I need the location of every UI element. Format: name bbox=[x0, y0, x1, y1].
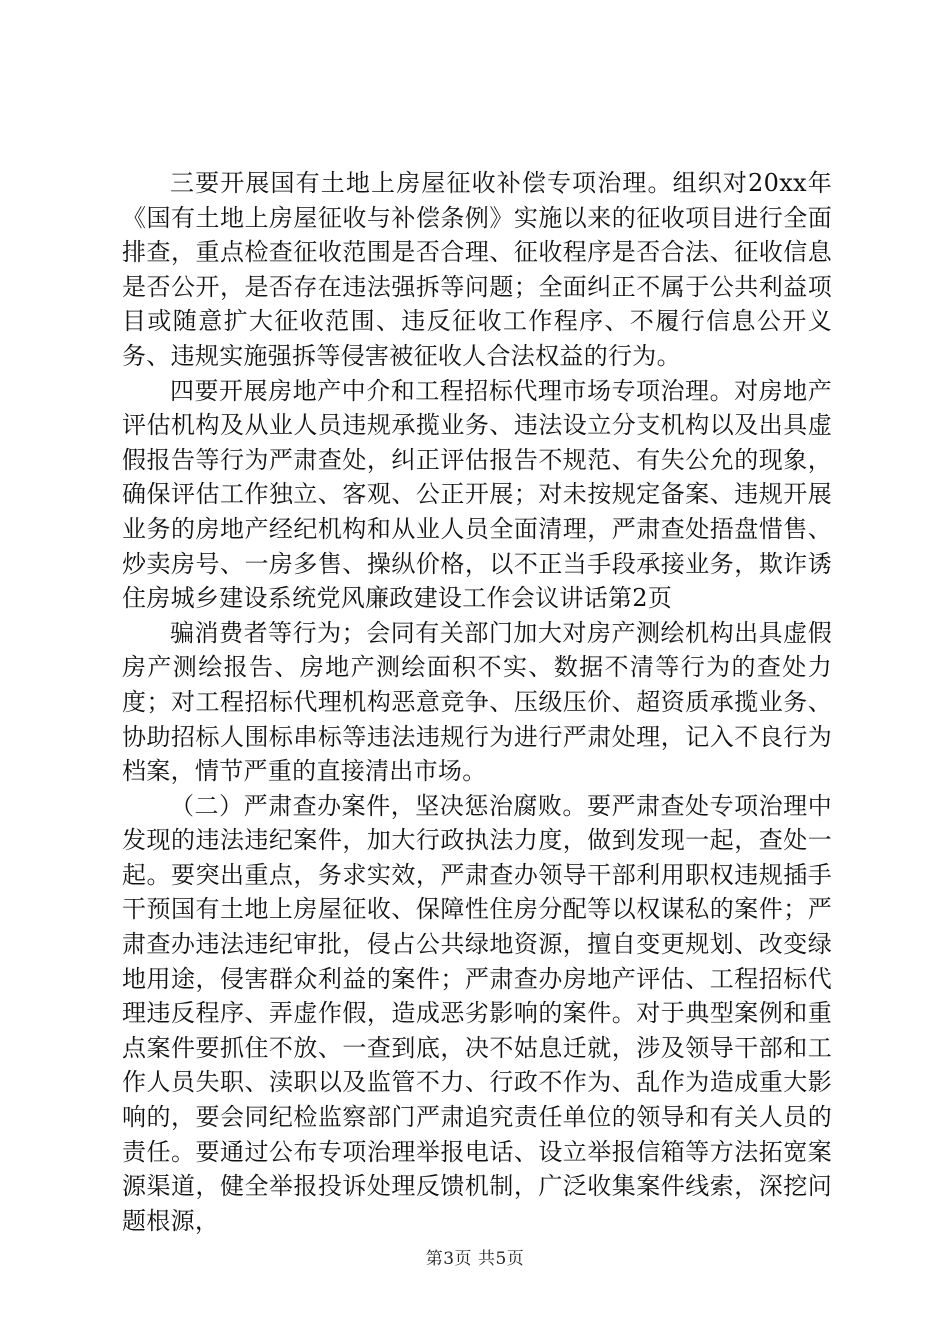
paragraph: 三要开展国有土地上房屋征收补偿专项治理。组织对20xx年《国有土地上房屋征收与补偿条例》实施以来的征收项目进行全面排查，重点检查征收范围是否合理、征收程序是否合法、征收信息是否公开，是否存在违法强拆等问题；全面纠正不属于公共利益项目或随意扩大征收范围、违反征收工作程序、不履行信息公开义务、违规实施强拆等侵害被征收人合法权益的行为。 bbox=[122, 169, 832, 370]
document-body bbox=[122, 166, 832, 1238]
paragraph: （二）严肃查办案件，坚决惩治腐败。要严肃查处专项治理中发现的违法违纪案件，加大行政执法力度，做到发现一起，查处一起。要突出重点，务求实效，严肃查办领导干部利用职权违规插手干预国有土地上房屋征收、保障性住房分配等以权谋私的案件；严肃查办违法违纪审批，侵占公共绿地资源，擅自变更规划、改变绿地用途，侵害群众利益的案件；严肃查办房地产评估、工程招标代理违反程序、弄虚作假，造成恶劣影响的案件。对于典型案例和重点案件要抓住不放、一查到底，决不姑息迁就，涉及领导干部和工作人员失职、渎职以及监管不力、行政不作为、乱作为造成重大影响的，要会同纪检监察部门严肃追究责任单位的领导和有关人员的责任。要通过公布专项治理举报电话、设立举报信箱等方法拓宽案源渠道，健全举报投诉处理反馈机制，广泛收集案件线索，深挖问题根源， bbox=[122, 791, 832, 1235]
page-number-footer: 第3页 共5页 bbox=[425, 1249, 525, 1269]
paragraph: 骗消费者等行为；会同有关部门加大对房产测绘机构出具虚假房产测绘报告、房地产测绘面积不实、数据不清等行为的查处力度；对工程招标代理机构恶意竞争、压级压价、超资质承揽业务、协助招标人围标串标等违法违规行为进行严肃处理，记入不良行为档案，情节严重的直接清出市场。 bbox=[122, 618, 832, 786]
paragraph: 四要开展房地产中介和工程招标代理市场专项治理。对房地产评估机构及从业人员违规承揽业务、违法设立分支机构以及出具虚假报告等行为严肃查处，纠正评估报告不规范、有失公允的现象，确保评估工作独立、客观、公正开展；对未按规定备案、违规开展业务的房地产经纪机构和从业人员全面清理，严肃查处捂盘惜售、炒卖房号、一房多售、操纵价格，以不正当手段承接业务，欺诈诱住房城乡建设系统党风廉政建设工作会议讲话第2页 bbox=[122, 376, 832, 613]
